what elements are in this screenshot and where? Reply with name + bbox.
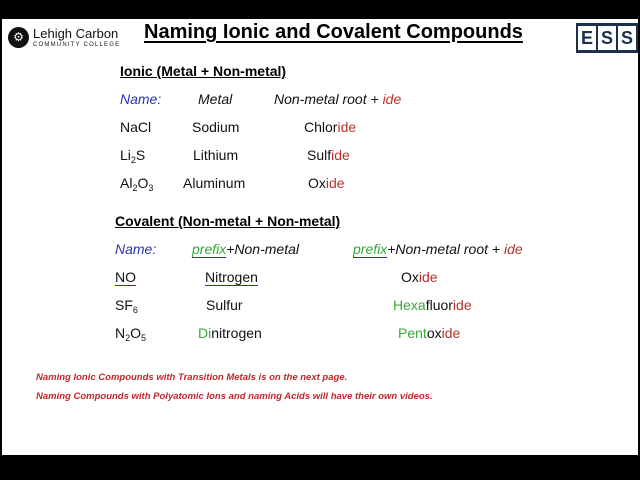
slide: [2, 19, 638, 455]
covalent-rule-first: prefix+Non-metal: [192, 241, 299, 257]
college-logo: [8, 24, 138, 56]
ionic-nonmetal-name: Chloride: [304, 119, 357, 135]
college-seal-icon: ⚙: [8, 27, 29, 48]
badge-letter: E: [578, 26, 596, 50]
badge-letter: S: [618, 26, 636, 50]
ionic-heading: Ionic (Metal + Non-metal): [120, 63, 287, 79]
covalent-rule-second: prefix+Non-metal root + ide: [353, 241, 523, 257]
ionic-formula: $Al_2O_3$: [120, 175, 154, 193]
covalent-second-name: Pentoxide: [398, 325, 461, 341]
ionic-name-rule: Non-metal root + ide: [274, 91, 402, 107]
covalent-second-name: Hexafluoride: [393, 297, 472, 313]
badge-letter: S: [598, 26, 616, 50]
covalent-name-label: Name:: [115, 241, 157, 257]
ionic-metal-name: Sodium: [192, 119, 240, 135]
ionic-formula: NaCl: [120, 119, 152, 135]
ionic-nonmetal-name: Oxide: [308, 175, 345, 191]
covalent-formula: NO: [115, 269, 136, 285]
note-transition-metals: Naming Ionic Compounds with Transition Metals is on the next page.: [36, 372, 348, 383]
college-subtitle: COMMUNITY COLLEGE: [33, 42, 121, 48]
covalent-formula: $SF_6$: [115, 297, 138, 315]
college-name: Lehigh Carbon: [33, 26, 119, 41]
ionic-metal-name: Aluminum: [183, 175, 246, 191]
page-title: Naming Ionic and Covalent Compounds: [144, 21, 523, 43]
ionic-formula: $Li_2S$: [120, 147, 146, 165]
covalent-first-name: Dinitrogen: [198, 325, 262, 341]
note-polyatomic-acids: Naming Compounds with Polyatomic Ions and naming Acids will have their own videos.: [36, 391, 433, 402]
covalent-first-name: Nitrogen: [205, 269, 258, 285]
covalent-first-name: Sulfur: [206, 297, 243, 313]
covalent-heading: Covalent (Non-metal + Non-metal): [115, 213, 341, 229]
ionic-metal-name: Lithium: [193, 147, 239, 163]
esis-badge: [576, 23, 638, 53]
ionic-name-metal: Metal: [198, 91, 233, 107]
ionic-name-label: Name:: [120, 91, 162, 107]
covalent-second-name: Oxide: [401, 269, 438, 285]
covalent-formula: $N_2O_5$: [115, 325, 147, 343]
ionic-nonmetal-name: Sulfide: [307, 147, 350, 163]
